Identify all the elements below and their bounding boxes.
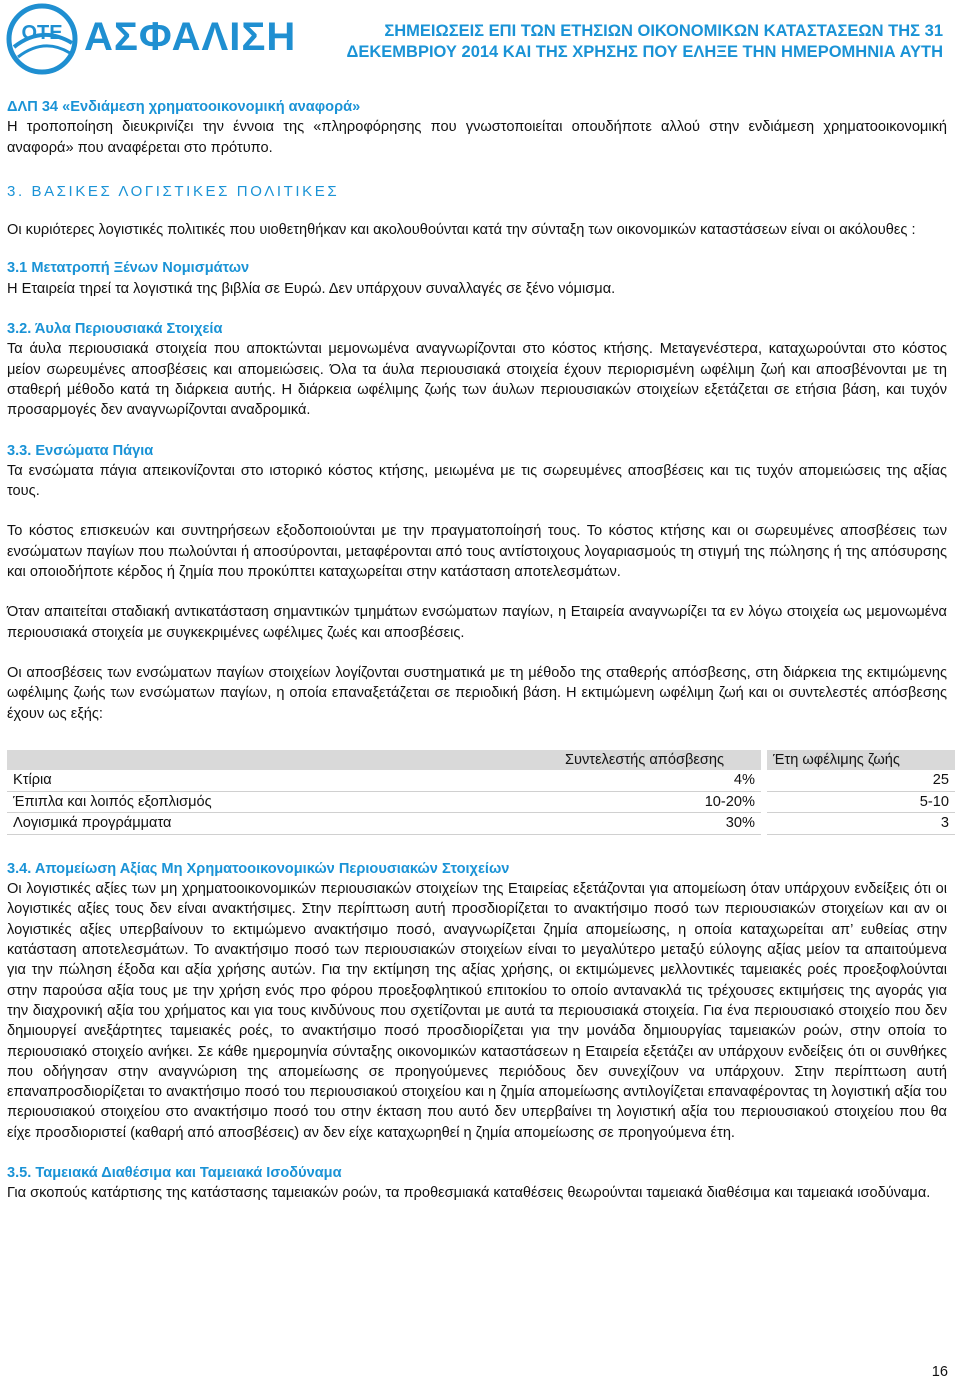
section-3-1-heading: 3.1 Μετατροπή Ξένων Νομισμάτων — [7, 260, 250, 277]
document-title — [283, 21, 943, 63]
table-row — [7, 791, 955, 813]
table-cell-rate: 10-20% — [559, 791, 761, 813]
section-3-3-paragraph-3: Όταν απαιτείται σταδιακή αντικατάσταση σημαντικών τμημάτων ενσώματων παγίων, η Εταιρεία αναγνωρίζει τα εν λόγω στοιχεία ως μεμονωμένα περιουσιακά στοιχεία με συγκεκριμένες ωφέλιμες ζωές και αποσβέσεις. — [7, 604, 947, 641]
section-3-heading: 3. ΒΑΣΙΚΕΣ ΛΟΓΙΣΤΙΚΕΣ ΠΟΛΙΤΙΚΕΣ — [7, 182, 340, 200]
table-cell-label: Έπιπλα και λοιπός εξοπλισμός — [7, 791, 559, 813]
section-3-3-heading: 3.3. Ενσώματα Πάγια — [7, 442, 154, 459]
section-3-3-paragraph-2: Το κόστος επισκευών και συντηρήσεων εξοδοποιούνται με την πραγματοποίησή τους. Το κόστος κτήσης και οι σωρευμένες αποσβέσεις των ενσώματων παγίων που πωλούνται ή αποσύρονται, μεταφέρονται από τους αντίστοιχους λογαριασμούς τη στιγμή της πώλησης ή της απόσυρσης και οποιοδήποτε κέρδος ή ζημία που προκύπτει καταχωρείται στην κατάσταση αποτελεσμάτων. — [7, 523, 947, 581]
table-header-blank — [7, 750, 559, 771]
table-cell-rate: 30% — [559, 813, 761, 835]
page-header — [0, 0, 960, 80]
dlp34-text: Η τροποποίηση διευκρινίζει την έννοια της «πληροφόρησης που γνωστοποιείται οπουδήποτε αλλού στην ενδιάμεση χρηματοοικονομική αναφορά» που αναφέρεται στο πρότυπο. — [7, 119, 947, 156]
section-3-intro: Οι κυριότερες λογιστικές πολιτικές που υιοθετηθήκαν και ακολουθούνται κατά την σύνταξη των οικονομικών καταστάσεων είναι οι ακόλουθες : — [7, 222, 916, 239]
section-3-3-paragraph-1: Τα ενσώματα πάγια απεικονίζονται στο ιστορικό κόστος κτήσης, μειωμένα με τις σωρευμένες αποσβέσεις και τις τυχόν απομειώσεις της αξίας τους. — [7, 462, 947, 500]
table-cell-life: 5-10 — [767, 791, 955, 813]
table-row — [7, 813, 955, 835]
section-3-5-heading: 3.5. Ταμειακά Διαθέσιμα και Ταμειακά Ισοδύναμα — [7, 1164, 342, 1181]
section-3-3-paragraph-4: Οι αποσβέσεις των ενσώματων παγίων στοιχείων λογίζονται συστηματικά με τη μέθοδο της σταθερής απόσβεσης, στη διάρκεια της εκτιμώμενης ωφέλιμης ζωής των ενσώματων παγίων, η οποία επαναξετάζεται σε περιοδική βάση. Η εκτιμώμενη ωφέλιμη ζωή και οι συντελεστές απόσβεσης έχουν ως εξής: — [7, 664, 947, 722]
table-cell-life: 25 — [767, 770, 955, 791]
section-3-1-text: Η Εταιρεία τηρεί τα λογιστικά της βιβλία σε Ευρώ. Δεν υπάρχουν συναλλαγές σε ξένο νόμισμα. — [7, 280, 616, 297]
document-title-line-2: ΔΕΚΕΜΒΡΙΟΥ 2014 ΚΑΙ ΤΗΣ ΧΡΗΣΗΣ ΠΟΥ ΕΛΗΞΕ ΤΗΝ ΗΜΕΡΟΜΗΝΙΑ ΑΥΤΗ — [346, 43, 943, 61]
ote-globe-logo-icon — [6, 3, 78, 75]
document-title-line-1: ΣΗΜΕΙΩΣΕΙΣ ΕΠΙ ΤΩΝ ΕΤΗΣΙΩΝ ΟΙΚΟΝΟΜΙΚΩΝ ΚΑΤΑΣΤΑΣΕΩΝ ΤΗΣ 31 — [384, 22, 943, 40]
table-cell-life: 3 — [767, 813, 955, 835]
table-header-rate: Συντελεστής απόσβεσης — [559, 750, 761, 771]
document-body — [7, 97, 947, 1204]
company-logo — [6, 3, 297, 75]
logo-wordmark: ΑΣΦΑΛΙΣΗ — [84, 15, 297, 59]
section-3-2-text: Τα άυλα περιουσιακά στοιχεία που αποκτώνται μεμονωμένα αναγνωρίζονται στο κόστος κτήσης. Μεταγενέστερα, καταχωρούνται στο κόστος μείον σωρευμένες αποσβέσεις και απομειώσεις. Όλα τα άυλα περιουσιακά στοιχεία έχουν περιορισμένη ωφέλιμη ζωή και αποσβένονται με τη σταθερή μέθοδο κατά τη διάρκεια αυτής. Η διάρκεια ωφέλιμης ζωής των άυλων περιουσιακών στοιχείων εξετάζεται σε ετήσια βάση, και τυχόν προσαρμογές δεν αναγνωρίζονται αναδρομικά. — [7, 341, 947, 419]
page-number: 16 — [931, 1364, 948, 1380]
section-3-2-heading: 3.2. Άυλα Περιουσιακά Στοιχεία — [7, 321, 223, 338]
table-cell-label: Κτίρια — [7, 770, 559, 791]
table-header-life: Έτη ωφέλιμης ζωής — [767, 750, 955, 771]
section-3-4-text: Οι λογιστικές αξίες των μη χρηματοοικονομικών περιουσιακών στοιχείων της Εταιρείας εξετάζονται για απομείωση όταν υπάρχουν ενδείξεις ότι οι λογιστικές αξίες τους δεν είναι ανακτήσιμες. Στην περίπτωση αυτή προσδιορίζεται το ανακτήσιμο ποσό των περιουσιακών στοιχείων και αν οι λογιστικές αξίες υπερβαίνουν το εκτιμώμενο ανακτήσιμο ποσό, αναγνωρίζεται ζημία απομείωσης, η οποία καταχωρείται απ’ ευθείας στην κατάσταση αποτελεσμάτων. Το ανακτήσιμο ποσό των περιουσιακών στοιχείων είναι το μεγαλύτερο μεταξύ εύλογης αξίας μείον τα απαιτούμενα για την πώληση έξοδα και αξία χρήσης αυτών. Για την εκτίμηση της αξίας χρήσης, οι εκτιμώμενες μελλοντικές ταμειακές ροές προεξοφλούνται στην παρούσα αξία τους με την χρήση ενός προ φόρου προεξοφλητικού επιτοκίου το οποίο αντανακλά τις τρέχουσες εκτιμήσεις της αγοράς για την διαχρονική αξία του χρήματος και για τους κινδύνους που σχετίζονται με αυτά τα περιουσιακά στοιχεία. Για ένα περιουσιακό στοιχείο που δεν δημιουργεί ανεξάρτητες ταμειακές ροές, το ανακτήσιμο ποσό προσδιορίζεται για την μονάδα δημιουργίας ταμειακών ροών, στην οποία το περιουσιακό στοιχείο ανήκει. Σε κάθε ημερομηνία σύνταξης οικονομικών καταστάσεων η Εταιρεία εξετάζει αν υπάρχουν ενδείξεις ότι οι συνθήκες που οδήγησαν στην αναγνώριση της απομείωσης σε προηγούμενες περιόδους δεν συνεχίζουν να υπάρχουν. Στην περίπτωση αυτή επαναπροσδιορίζεται το ανακτήσιμο ποσό του περιουσιακού στοιχείου και η ζημία απομείωσης αντιλογίζεται επαναφέροντας τη λογιστική αξία του περιουσιακού στοιχείου στο ανακτήσιμο ποσό του στην έκταση που αυτό δεν υπερβαίνει τη λογιστική αξία του περιουσιακού στοιχείου που θα είχε προσδιοριστεί (καθαρή από αποσβέσεις) αν δεν είχε καταχωρηθεί η ζημία απομείωσης σε προηγούμενα έτη. — [7, 881, 947, 1141]
logo-mark-text: OTE — [21, 22, 63, 44]
table-cell-rate: 4% — [559, 770, 761, 791]
dlp34-heading: ΔΛΠ 34 «Ενδιάμεση χρηματοοικονομική αναφορά» — [7, 99, 361, 115]
section-3-4-heading: 3.4. Απομείωση Αξίας Μη Χρηματοοικονομικών Περιουσιακών Στοιχείων — [7, 860, 510, 877]
table-header-row — [7, 750, 955, 771]
table-cell-label: Λογισμικά προγράμματα — [7, 813, 559, 835]
table-row — [7, 770, 955, 791]
useful-life-table — [7, 750, 955, 835]
section-3-5-text: Για σκοπούς κατάρτισης της κατάστασης ταμειακών ροών, τα προθεσμιακά καταθέσεις θεωρούνται ταμειακά διαθέσιμα και ταμειακά ισοδύναμα. — [7, 1185, 931, 1202]
